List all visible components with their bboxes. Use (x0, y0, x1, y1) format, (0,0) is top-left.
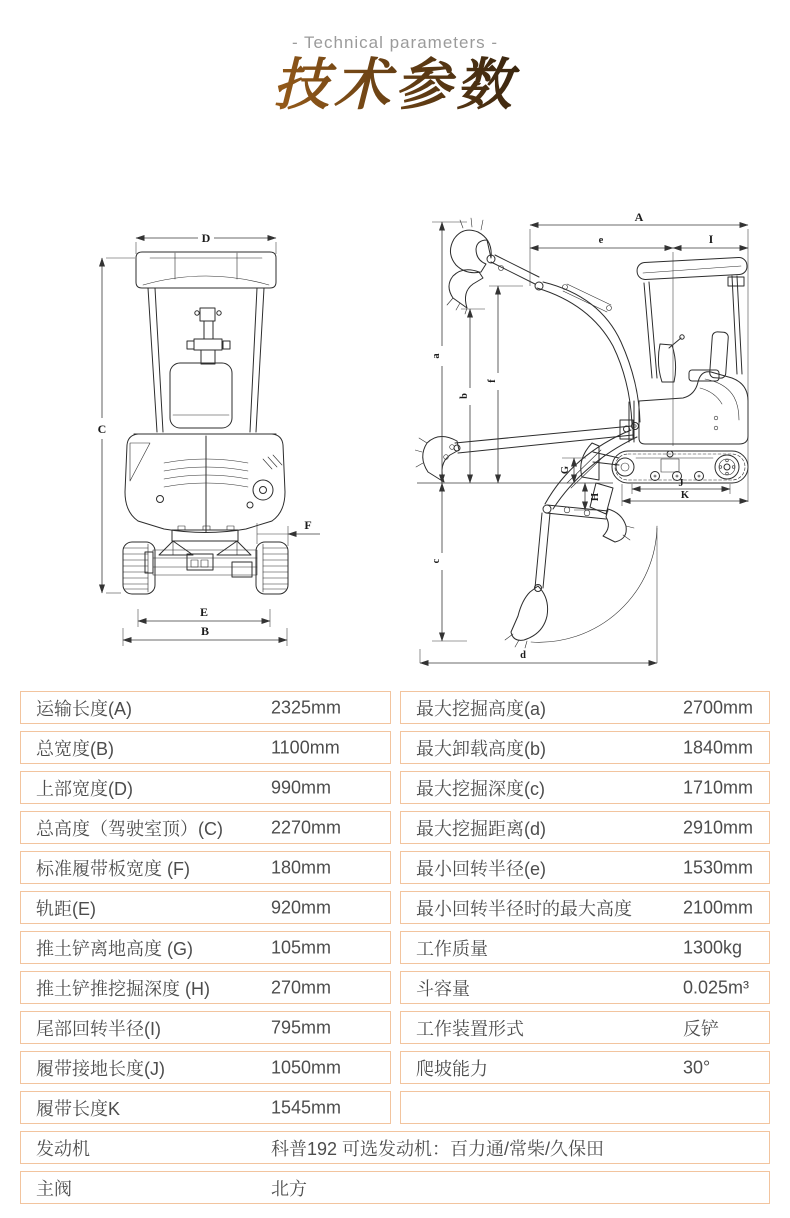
spec-label: 发动机 (36, 1138, 90, 1159)
dim-label-transport-length: A (634, 210, 644, 224)
spec-row (20, 931, 770, 964)
spec-cell (20, 771, 391, 804)
spec-value: 1545mm (271, 1097, 342, 1117)
spec-cell-empty (400, 1091, 770, 1124)
spec-label: 总宽度(B) (36, 738, 114, 759)
dim-label-max-dig-depth: c (431, 558, 442, 564)
spec-cell (400, 691, 770, 724)
spec-cell (20, 1091, 391, 1124)
spec-value: 990mm (271, 777, 332, 797)
spec-cell (400, 931, 770, 964)
spec-label: 尾部回转半径(I) (36, 1018, 161, 1039)
diagram-area (0, 196, 790, 678)
dim-label-upper-width: D (201, 231, 211, 245)
dim-label-max-dump-height: b (459, 393, 470, 399)
spec-value: 1300kg (683, 937, 743, 957)
dim-label-shoe-width: F (304, 518, 312, 532)
spec-row (20, 771, 770, 804)
spec-row (20, 1051, 770, 1084)
spec-value: 科普192 可选发动机：百力通/常柴/久保田 (271, 1138, 605, 1159)
spec-label: 斗容量 (416, 978, 470, 999)
spec-cell (20, 891, 391, 924)
spec-label: 最小回转半径(e) (416, 858, 546, 879)
spec-cell-engine (20, 1131, 770, 1164)
spec-row (20, 1091, 770, 1124)
spec-label: 工作质量 (416, 938, 488, 959)
dim-label-track-length: K (680, 490, 690, 501)
side-view-dimensions (417, 210, 748, 663)
spec-value: 1530mm (683, 857, 754, 877)
spec-value: 795mm (271, 1017, 332, 1037)
spec-value: 1840mm (683, 737, 754, 757)
spec-label: 最小回转半径时的最大高度 (416, 898, 632, 919)
side-view-linework (415, 218, 748, 648)
spec-row (20, 851, 770, 884)
spec-value: 1050mm (271, 1057, 342, 1077)
spec-cell (20, 1051, 391, 1084)
spec-cell (400, 1011, 770, 1044)
spec-cell (400, 731, 770, 764)
spec-cell (20, 731, 391, 764)
spec-label: 推土铲推挖掘深度 (H) (36, 978, 210, 999)
spec-row (20, 691, 770, 724)
spec-value: 1710mm (683, 777, 754, 797)
spec-cell (400, 891, 770, 924)
spec-cell (400, 1051, 770, 1084)
spec-cell (20, 1011, 391, 1044)
spec-label: 推土铲离地高度 (G) (36, 938, 193, 959)
subtitle-en: - Technical parameters - (291, 33, 499, 52)
page-title: 技术参数 (0, 54, 790, 117)
spec-table (20, 691, 770, 1211)
dim-label-overall-width: B (200, 624, 210, 638)
excavator-side-view-diagram (415, 196, 790, 678)
spec-value: 1100mm (271, 737, 340, 757)
spec-label: 总高度（驾驶室顶）(C) (36, 818, 223, 839)
dim-label-track-gauge: E (199, 605, 209, 619)
dim-label-blade-clearance: G (560, 465, 571, 475)
spec-label: 最大挖掘深度(c) (416, 778, 545, 799)
spec-cell (400, 771, 770, 804)
front-view-linework (123, 252, 288, 594)
spec-row (20, 811, 770, 844)
spec-cell (20, 691, 391, 724)
spec-cell (400, 851, 770, 884)
spec-value: 反铲 (683, 1018, 719, 1039)
excavator-front-view-diagram (60, 196, 410, 678)
spec-value: 2910mm (683, 817, 754, 837)
spec-row (20, 731, 770, 764)
dim-label-track-ground-length: J (678, 478, 684, 489)
spec-row (20, 891, 770, 924)
spec-label: 最大挖掘高度(a) (416, 698, 546, 719)
spec-value: 30° (683, 1057, 711, 1077)
spec-value: 2700mm (683, 697, 754, 717)
spec-value: 2325mm (271, 697, 342, 717)
spec-value: 180mm (271, 857, 332, 877)
spec-value: 0.025m³ (683, 977, 750, 997)
spec-cell (20, 931, 391, 964)
spec-label: 最大挖掘距离(d) (416, 818, 546, 839)
dim-label-tail-swing-radius: I (708, 232, 714, 246)
spec-label: 标准履带板宽度 (F) (36, 858, 190, 879)
spec-label: 履带长度K (36, 1098, 121, 1119)
dim-label-max-dig-reach: d (520, 650, 526, 661)
spec-value: 2270mm (271, 817, 342, 837)
spec-value: 105mm (271, 937, 332, 957)
spec-label: 主阀 (36, 1178, 72, 1199)
spec-cell (20, 851, 391, 884)
dim-label-height-at-min-radius: f (487, 379, 498, 383)
spec-cell (20, 971, 391, 1004)
spec-value: 920mm (271, 897, 332, 917)
spec-label: 履带接地长度(J) (36, 1058, 165, 1079)
dim-label-min-swing-radius: e (598, 235, 604, 246)
spec-label: 上部宽度(D) (36, 778, 133, 799)
spec-value: 270mm (271, 977, 332, 997)
spec-label: 轨距(E) (36, 898, 96, 919)
spec-row (20, 971, 770, 1004)
spec-value: 北方 (271, 1178, 307, 1199)
spec-row (20, 1011, 770, 1044)
spec-cell (400, 971, 770, 1004)
dim-label-max-dig-height: a (431, 353, 442, 359)
spec-cell (20, 811, 391, 844)
dim-label-blade-depth: H (590, 492, 601, 502)
spec-label: 运输长度(A) (36, 698, 132, 719)
spec-label: 工作装置形式 (416, 1018, 524, 1039)
spec-value: 2100mm (683, 897, 754, 917)
spec-label: 爬坡能力 (416, 1058, 488, 1079)
dim-label-overall-height: C (97, 422, 107, 436)
spec-cell (400, 811, 770, 844)
spec-label: 最大卸载高度(b) (416, 738, 546, 759)
spec-cell-main-valve (20, 1171, 770, 1204)
